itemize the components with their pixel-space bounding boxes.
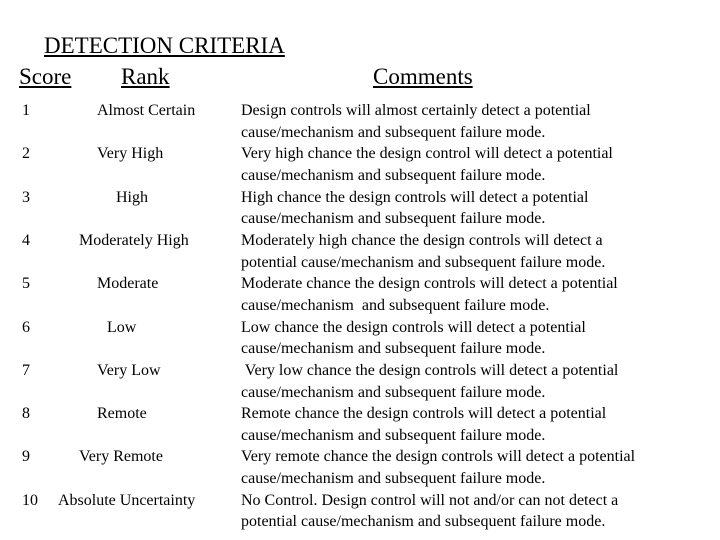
rank-cell: Very Low (97, 361, 161, 379)
comment-line: cause/mechanism and subsequent failure mode. (241, 340, 546, 358)
comment-cell (241, 403, 606, 446)
comment-line: cause/mechanism and subsequent failure mode. (241, 296, 550, 314)
score-cell: 1 (22, 102, 30, 119)
comment-line: cause/mechanism and subsequent failure mode. (241, 383, 546, 401)
comment-line: Low chance the design controls will detect a potential (241, 318, 586, 336)
rank-cell: Very High (97, 145, 164, 163)
comment-line: Moderate chance the design controls will detect a potential (241, 275, 618, 293)
comment-line: cause/mechanism and subsequent failure mode. (241, 426, 546, 444)
comment-cell (241, 317, 586, 360)
score-cell: 5 (22, 275, 30, 293)
comment-line: cause/mechanism and subsequent failure mode. (241, 167, 546, 184)
comment-cell (241, 490, 618, 533)
comment-cell (241, 273, 618, 316)
score-cell: 2 (22, 145, 30, 163)
comment-line: Remote chance the design controls will detect a potential (241, 405, 607, 423)
score-cell: 8 (22, 405, 30, 423)
comment-line: High chance the design controls will detect a potential (241, 188, 589, 206)
comment-line: potential cause/mechanism and subsequent failure mode. (241, 253, 606, 271)
comment-line: Moderately high chance the design controls will detect a (241, 231, 603, 249)
score-cell: 10 (22, 491, 38, 509)
rank-cell: Very Remote (79, 448, 163, 466)
page-title: DETECTION CRITERIA (44, 33, 285, 58)
comment-cell (241, 360, 618, 403)
score-cell: 4 (22, 231, 30, 249)
rank-cell: Almost Certain (97, 102, 196, 119)
comment-cell (241, 230, 605, 273)
comment-line: Very high chance the design control will detect a potential (241, 145, 613, 163)
rank-cell: Absolute Uncertainty (58, 491, 196, 509)
rank-cell: High (116, 188, 148, 206)
table-row (0, 317, 720, 361)
comment-cell (241, 100, 591, 143)
table-row (0, 273, 720, 317)
table-row (0, 403, 720, 447)
header-comments: Comments (373, 64, 473, 89)
comment-cell (241, 446, 635, 489)
table-row (0, 490, 720, 534)
rank-cell: Low (107, 318, 137, 336)
rank-cell: Moderate (97, 275, 159, 293)
comment-line: cause/mechanism and subsequent failure mode. (241, 210, 546, 228)
table-row (0, 143, 720, 187)
table-row (0, 446, 720, 490)
comment-line: cause/mechanism and subsequent failure mode. (241, 470, 546, 488)
table-row (0, 230, 720, 274)
score-cell: 6 (22, 318, 30, 336)
comment-line: Very remote chance the design controls will detect a potential (241, 448, 636, 466)
header-score: Score (19, 64, 72, 89)
table-row (0, 187, 720, 231)
comment-line: Design controls will almost certainly detect a potential (241, 102, 591, 119)
rank-cell: Moderately High (79, 231, 189, 249)
header-rank: Rank (121, 64, 170, 89)
comment-line: No Control. Design control will not and/or can not detect a (241, 491, 619, 509)
score-cell: 3 (22, 188, 30, 206)
table-row (0, 360, 720, 404)
comment-cell (241, 187, 588, 230)
comment-line: potential cause/mechanism and subsequent failure mode. (241, 513, 606, 531)
score-cell: 9 (22, 448, 30, 466)
comment-cell (241, 143, 613, 186)
score-cell: 7 (22, 361, 30, 379)
comment-line: cause/mechanism and subsequent failure mode. (241, 123, 546, 141)
table-row (0, 100, 720, 144)
comment-line: Very low chance the design controls will detect a potential (241, 361, 619, 379)
rank-cell: Remote (97, 405, 147, 423)
